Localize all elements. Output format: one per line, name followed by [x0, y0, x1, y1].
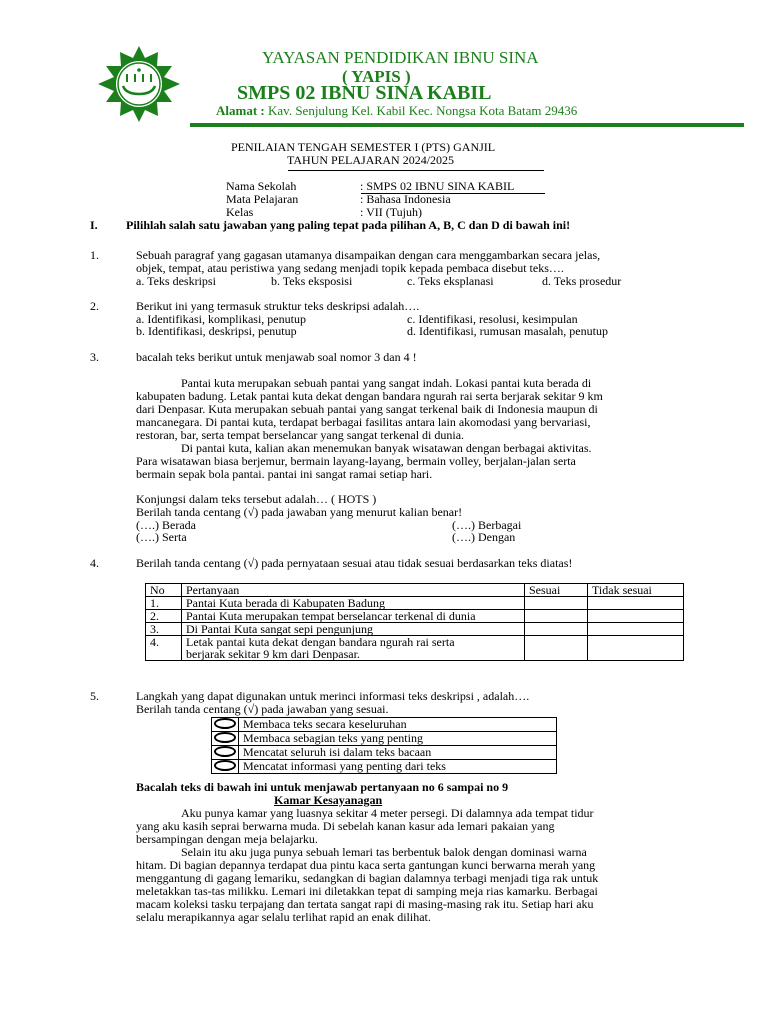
q5-options-table: [211, 717, 557, 774]
q4-number: 4.: [90, 556, 99, 570]
story-line-7: meletakkan tas-tas milikku. Lemari ini diletakkan tepat di samping meja rias kamarku. Berbagai: [136, 884, 598, 898]
header-divider: [190, 123, 744, 127]
tidak-sesuai-cell[interactable]: [588, 636, 684, 661]
q3-question: Konjungsi dalam teks tersebut adalah… ( HOTS ): [136, 492, 377, 506]
q3-text: bacalah teks berikut untuk menjawab soal nomor 3 dan 4 !: [136, 350, 417, 364]
tidak-sesuai-cell[interactable]: [588, 597, 684, 610]
q2-option-c[interactable]: c. Identifikasi, resolusi, kesimpulan: [407, 312, 578, 326]
section-number: I.: [90, 218, 98, 232]
passage-line-2: kabupaten badung. Letak pantai kuta dekat dengan bandara ngurah rai serta berjarak sekitar 9 km: [136, 389, 603, 403]
row-question: Di Pantai Kuta sangat sepi pengunjung: [182, 623, 525, 636]
passage-line-5: restoran, bar, serta tempat berselancar yang sangat terkenal di dunia.: [136, 428, 465, 442]
table-header-row: [146, 584, 684, 597]
row-question: Pantai Kuta berada di Kabupaten Badung: [182, 597, 525, 610]
passage-line-6: Di pantai kuta, kalian akan menemukan banyak wisatawan dengan berbagai aktivitas.: [181, 441, 592, 455]
q4-table: [145, 583, 684, 661]
option-oval-icon[interactable]: [212, 746, 239, 760]
story-line-1: Aku punya kamar yang luasnya sekitar 4 meter persegi. Di dalamnya ada tempat tidur: [181, 806, 594, 820]
option-row[interactable]: [212, 760, 557, 774]
row-no: 1.: [146, 597, 182, 610]
exam-year: TAHUN PELAJARAN 2024/2025: [287, 153, 455, 167]
q5-text: Langkah yang dapat digunakan untuk merinci informasi teks deskripsi , adalah….: [136, 689, 530, 703]
school-logo: [90, 44, 188, 122]
story-line-9: selalu merapikannya agar selalu terlihat rapid an enak dilihat.: [136, 910, 431, 924]
option-label: Mencatat seluruh isi dalam teks bacaan: [239, 746, 557, 760]
q1-option-d[interactable]: d. Teks prosedur: [542, 274, 622, 288]
exam-title: PENILAIAN TENGAH SEMESTER I (PTS) GANJIL: [231, 140, 496, 154]
q2-text: Berikut ini yang termasuk struktur teks deskripsi adalah….: [136, 299, 420, 313]
section-instruction: Pilihlah salah satu jawaban yang paling tepat pada pilihan A, B, C dan D di bawah ini!: [126, 218, 571, 232]
q3-option-4[interactable]: (….) Dengan: [452, 530, 516, 544]
header-sesuai: Sesuai: [525, 584, 588, 597]
q3-option-2[interactable]: (….) Berbagai: [452, 518, 522, 532]
table-row: [146, 597, 684, 610]
option-oval-icon[interactable]: [212, 732, 239, 746]
q2-number: 2.: [90, 299, 99, 313]
passage-line-1: Pantai kuta merupakan sebuah pantai yang sangat indah. Lokasi pantai kuta berada di: [181, 376, 592, 390]
row-question: Pantai Kuta merupakan tempat berselancar terkenal di dunia: [182, 610, 525, 623]
foundation-name: YAYASAN PENDIDIKAN IBNU SINA: [262, 48, 539, 67]
story-line-5: hitam. Di bagian depannya terdapat dua pintu kaca serta gantungan kunci berwarna merah yang: [136, 858, 596, 872]
option-label: Mencatat informasi yang penting dari teks: [239, 760, 557, 774]
sesuai-cell[interactable]: [525, 623, 588, 636]
row-question-line2: berjarak sekitar 9 km dari Denpasar.: [186, 647, 360, 661]
option-label: Membaca teks secara keseluruhan: [239, 718, 557, 732]
q5-instruction: Berilah tanda centang (√) pada jawaban yang sesuai.: [136, 702, 389, 716]
q1-option-a[interactable]: a. Teks deskripsi: [136, 274, 216, 288]
reading2-title: Kamar Kesayanagan: [274, 793, 383, 807]
q1-text-line2: objek, tempat, atau peristiwa yang sedang menjadi topik kepada pembaca disebut teks….: [136, 261, 564, 275]
passage-line-4: mancanegara. Di pantai kuta, terdapat berbagai fasilitas antara lain akomodasi yang bervariasi,: [136, 415, 591, 429]
address-label: Alamat :: [216, 103, 265, 118]
option-row[interactable]: [212, 732, 557, 746]
option-row[interactable]: [212, 718, 557, 732]
sesuai-cell[interactable]: [525, 597, 588, 610]
story-line-2: yang aku kasih seprai berwarna muda. Di sebelah kanan kasur ada lemari pakaian yang: [136, 819, 555, 833]
title-underline: [288, 170, 544, 171]
q1-option-c[interactable]: c. Teks eksplanasi: [407, 274, 494, 288]
school-name: SMPS 02 IBNU SINA KABIL: [237, 82, 492, 104]
school-address: [216, 103, 577, 118]
q2-option-a[interactable]: a. Identifikasi, komplikasi, penutup: [136, 312, 306, 326]
q1-option-b[interactable]: b. Teks eksposisi: [271, 274, 353, 288]
option-label: Membaca sebagian teks yang penting: [239, 732, 557, 746]
sesuai-cell[interactable]: [525, 610, 588, 623]
row-no: 2.: [146, 610, 182, 623]
info-value-school: : SMPS 02 IBNU SINA KABIL: [360, 179, 515, 193]
story-line-4: Selain itu aku juga punya sebuah lemari tas berbentuk balok dengan dominasi warna: [181, 845, 587, 859]
header-question: Pertanyaan: [182, 584, 525, 597]
sesuai-cell[interactable]: [525, 636, 588, 661]
story-line-3: bersampingan dengan meja belajarku.: [136, 832, 318, 846]
row-question: [182, 636, 525, 661]
option-oval-icon[interactable]: [212, 718, 239, 732]
row-question-line1: Letak pantai kuta dekat dengan bandara ngurah rai serta: [186, 635, 455, 649]
story-line-8: macam koleksi tasku terpajang dan tertata sangat rapi di masing-masing rak itu. Setiap hari aku: [136, 897, 594, 911]
q5-number: 5.: [90, 689, 99, 703]
info-label-class: Kelas: [226, 205, 254, 219]
table-row: [146, 610, 684, 623]
tidak-sesuai-cell[interactable]: [588, 623, 684, 636]
option-row[interactable]: [212, 746, 557, 760]
story-line-6: menggantung di gagang lemariku, sedangkan di bagian dalamnya terbagi menjadi tiga rak untuk: [136, 871, 599, 885]
q2-option-b[interactable]: b. Identifikasi, deskripsi, penutup: [136, 324, 297, 338]
info-label-subject: Mata Pelajaran: [226, 192, 299, 206]
q1-number: 1.: [90, 248, 99, 262]
q3-instruction: Berilah tanda centang (√) pada jawaban yang menurut kalian benar!: [136, 505, 463, 519]
passage-line-3: dari Denpasar. Kuta merupakan sebuah pantai yang sangat terkenal baik di Indonesia maupun di: [136, 402, 598, 416]
row-no: 3.: [146, 623, 182, 636]
info-value-class: : VII (Tujuh): [360, 205, 423, 219]
info-value-subject: : Bahasa Indonesia: [360, 192, 451, 206]
q3-number: 3.: [90, 350, 99, 364]
header-tidak-sesuai: Tidak sesuai: [588, 584, 684, 597]
option-oval-icon[interactable]: [212, 760, 239, 774]
info-label-school: Nama Sekolah: [226, 179, 297, 193]
reading2-instruction: Bacalah teks di bawah ini untuk menjawab pertanyaan no 6 sampai no 9: [136, 780, 509, 794]
q1-text-line1: Sebuah paragraf yang gagasan utamanya disampaikan dengan cara menggambarkan secara jelas,: [136, 248, 601, 262]
passage-line-7: Para wisatawan biasa berjemur, bermain layang-layang, bermain volley, berjalan-jalan serta: [136, 454, 576, 468]
passage-line-8: bermain sepak bola pantai. pantai ini sangat ramai setiap hari.: [136, 467, 433, 481]
q2-option-d[interactable]: d. Identifikasi, rumusan masalah, penutup: [407, 324, 608, 338]
q3-option-3[interactable]: (….) Serta: [136, 530, 187, 544]
table-row: [146, 623, 684, 636]
address-text: Kav. Senjulung Kel. Kabil Kec. Nongsa Kota Batam 29436: [268, 103, 578, 118]
row-no: 4.: [146, 636, 182, 661]
foundation-abbrev: ( YAPIS ): [342, 67, 411, 86]
tidak-sesuai-cell[interactable]: [588, 610, 684, 623]
table-row: [146, 636, 684, 661]
q4-text: Berilah tanda centang (√) pada pernyataan sesuai atau tidak sesuai berdasarkan teks diatas!: [136, 556, 573, 570]
header-no: No: [146, 584, 182, 597]
q3-option-1[interactable]: (….) Berada: [136, 518, 196, 532]
